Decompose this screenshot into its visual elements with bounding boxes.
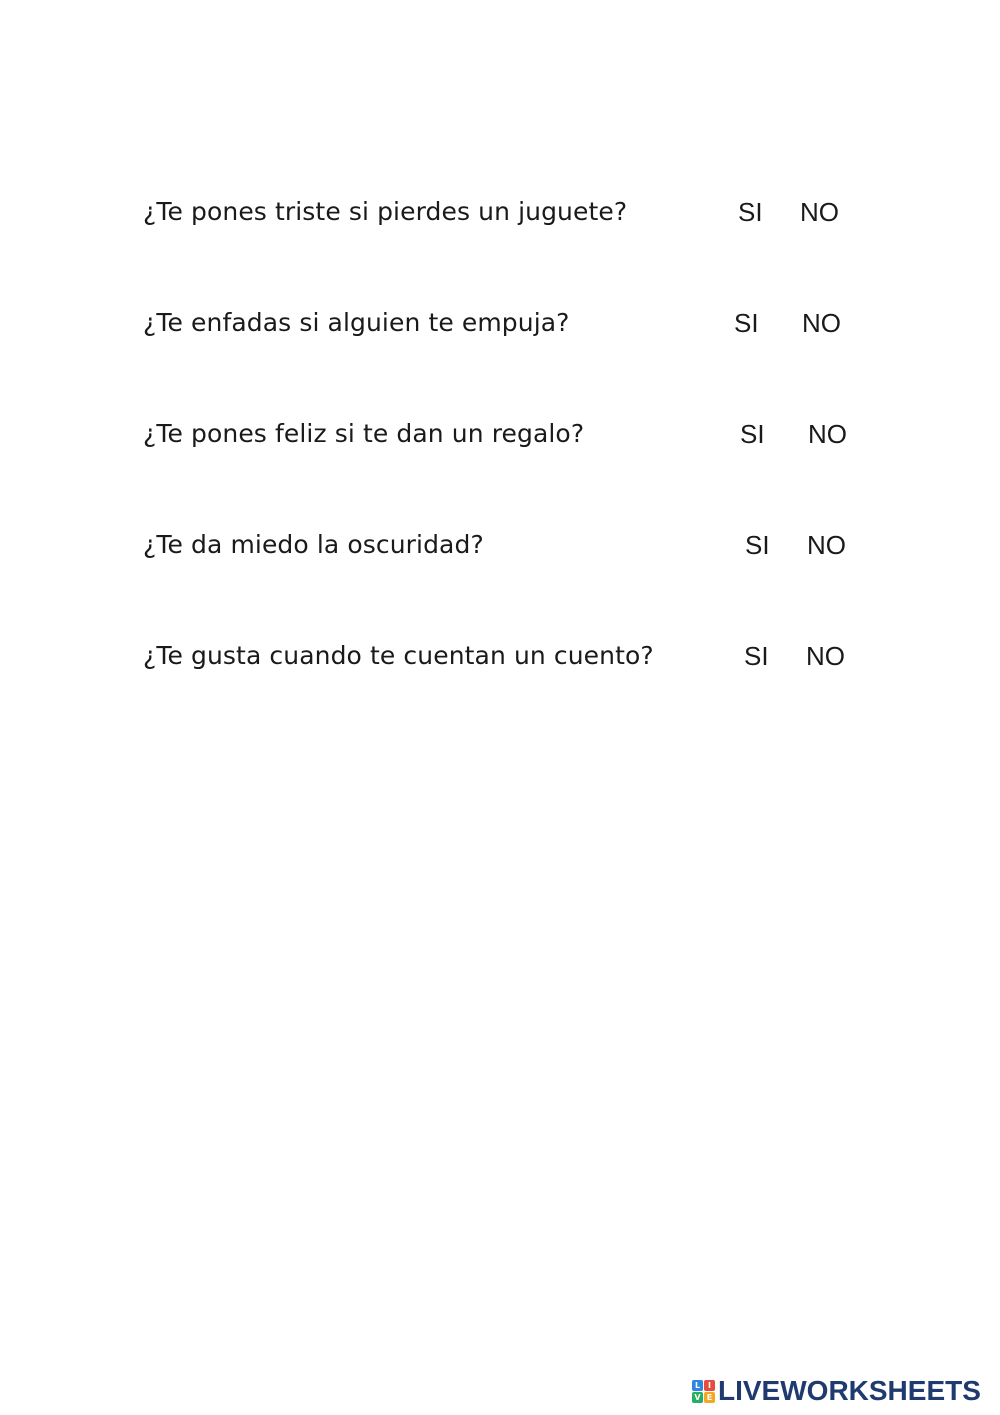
question-text: ¿Te pones triste si pierdes un juguete? (143, 197, 628, 226)
logo-letter-l: L (692, 1380, 703, 1391)
answer-no-option[interactable]: NO (808, 419, 847, 449)
question-row (143, 414, 903, 454)
question-text: ¿Te enfadas si alguien te empuja? (143, 308, 570, 337)
logo-letter-i: I (704, 1380, 715, 1391)
question-row (143, 303, 903, 343)
answer-si-option[interactable]: SI (740, 419, 765, 449)
liveworksheets-brand (692, 1373, 981, 1409)
answer-si-option[interactable]: SI (745, 530, 770, 560)
question-text: ¿Te gusta cuando te cuentan un cuento? (143, 641, 654, 670)
liveworksheets-logo-icon (692, 1380, 715, 1403)
question-row (143, 525, 903, 565)
answer-si-option[interactable]: SI (744, 641, 769, 671)
logo-letter-e: E (704, 1392, 715, 1403)
question-text: ¿Te da miedo la oscuridad? (143, 530, 484, 559)
question-text: ¿Te pones feliz si te dan un regalo? (143, 419, 585, 448)
answer-si-option[interactable]: SI (738, 197, 763, 227)
logo-letter-v: V (692, 1392, 703, 1403)
answer-no-option[interactable]: NO (800, 197, 839, 227)
answer-no-option[interactable]: NO (807, 530, 846, 560)
question-row (143, 192, 903, 232)
question-row (143, 636, 903, 676)
brand-wordmark: LIVEWORKSHEETS (718, 1375, 981, 1406)
answer-no-option[interactable]: NO (802, 308, 841, 338)
answer-no-option[interactable]: NO (806, 641, 845, 671)
answer-si-option[interactable]: SI (734, 308, 759, 338)
